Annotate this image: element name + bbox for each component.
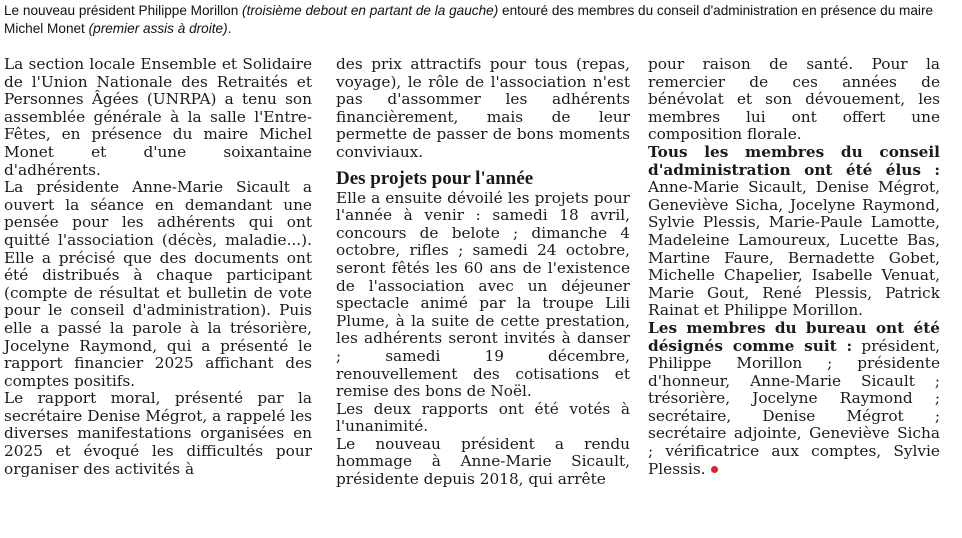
paragraph-bureau (648, 320, 940, 478)
caption-text-2: entouré des membres du conseil d'administration en présence du maire Michel Monet (4, 3, 934, 36)
paragraph-prix: des prix attractifs pour tous (repas, voyage), le rôle de l'association n'est pas d'assommer les adhérents financièrement, mais de leur permette de passer de bons moments conviviaux. (336, 55, 630, 161)
article-column-2 (336, 56, 630, 489)
paragraph-sante: pour raison de santé. Pour la remercier de ces années de bénévolat et son dévouement, les membres lui ont offert une composition florale. (648, 55, 940, 144)
photo-caption (4, 2, 952, 38)
paragraph-rapport-moral: Le rapport moral, présenté par la secrétaire Denise Mégrot, a rappelé les diverses manifestations organisées en 2025 et évoqué les difficultés pour organiser des activités à (4, 389, 312, 478)
article-column-1 (4, 56, 312, 478)
article-column-3 (648, 56, 940, 478)
paragraph-conseil (648, 144, 940, 320)
paragraph-projets: Elle a ensuite dévoilé les projets pour l'année à venir : samedi 18 avril, concours de belote ; dimanche 4 octobre, rifles ; samedi 24 octobre, seront fêtés les 60 ans de l'existence de l'association avec un déjeuner spectacle animé par la troupe Lili Plume, à la suite de cette prestation, les adhérents seront invités à danser ; samedi 19 décembre, renouvellement des cotisations et remise des bons de Noël. (336, 188, 630, 401)
caption-italic-position: (troisième debout en partant de la gauche) (242, 3, 499, 18)
end-mark-dot (711, 466, 718, 473)
conseil-lead: Tous les membres du conseil d'administration ont été élus : (648, 142, 940, 179)
caption-italic-mayor: (premier assis à droite) (88, 21, 228, 36)
caption-end: . (227, 21, 232, 36)
paragraph-votes: Les deux rapports ont été votés à l'unanimité. (336, 399, 630, 436)
bureau-lead: Les membres du bureau ont été désignés comme suit : (648, 318, 940, 355)
paragraph-intro: La section locale Ensemble et Solidaire de l'Union Nationale des Retraités et Personnes Âgées (UNRPA) a tenu son assemblée générale à la salle l'Entre-Fêtes, en présence du maire Michel Monet et d'une soixantaine d'adhérents. (4, 55, 312, 179)
caption-text: Le nouveau président Philippe Morillon (4, 3, 243, 18)
subheading-projets: Des projets pour l'année (336, 167, 534, 189)
conseil-members: Anne-Marie Sicault, Denise Mégrot, Geneviève Sicha, Jocelyne Raymond, Sylvie Plessis, Marie-Paule Lamotte, Madeleine Lamoureux, Lucette Bas, Martine Faure, Bernadette Gobet, Michelle Chapelier, Isabelle Venuat, Marie Gout, René Plessis, Patrick Rainat et Philippe Morillon. (648, 178, 940, 320)
paragraph-hommage: Le nouveau président a rendu hommage à Anne-Marie Sicault, présidente depuis 2018, qui arrête (336, 434, 630, 489)
paragraph-presidente: La présidente Anne-Marie Sicault a ouvert la séance en demandant une pensée pour les adhérents qui ont quitté l'association (décès, maladie...). Elle a précisé que des documents ont été distribués à chaque participant (compte de résultat et bulletin de vote pour le conseil d'administration). Puis elle a passé la parole à la trésorière, Jocelyne Raymond, qui a présenté le rapport financier 2025 affichant des comptes positifs. (4, 178, 312, 390)
bureau-members: président, Philippe Morillon ; présidente d'honneur, Anne-Marie Sicault ; trésorière, Jocelyne Raymond ; secrétaire, Denise Mégrot ; secrétaire adjointe, Geneviève Sicha ; vérificatrice aux comptes, Sylvie Plessis. (648, 336, 941, 478)
